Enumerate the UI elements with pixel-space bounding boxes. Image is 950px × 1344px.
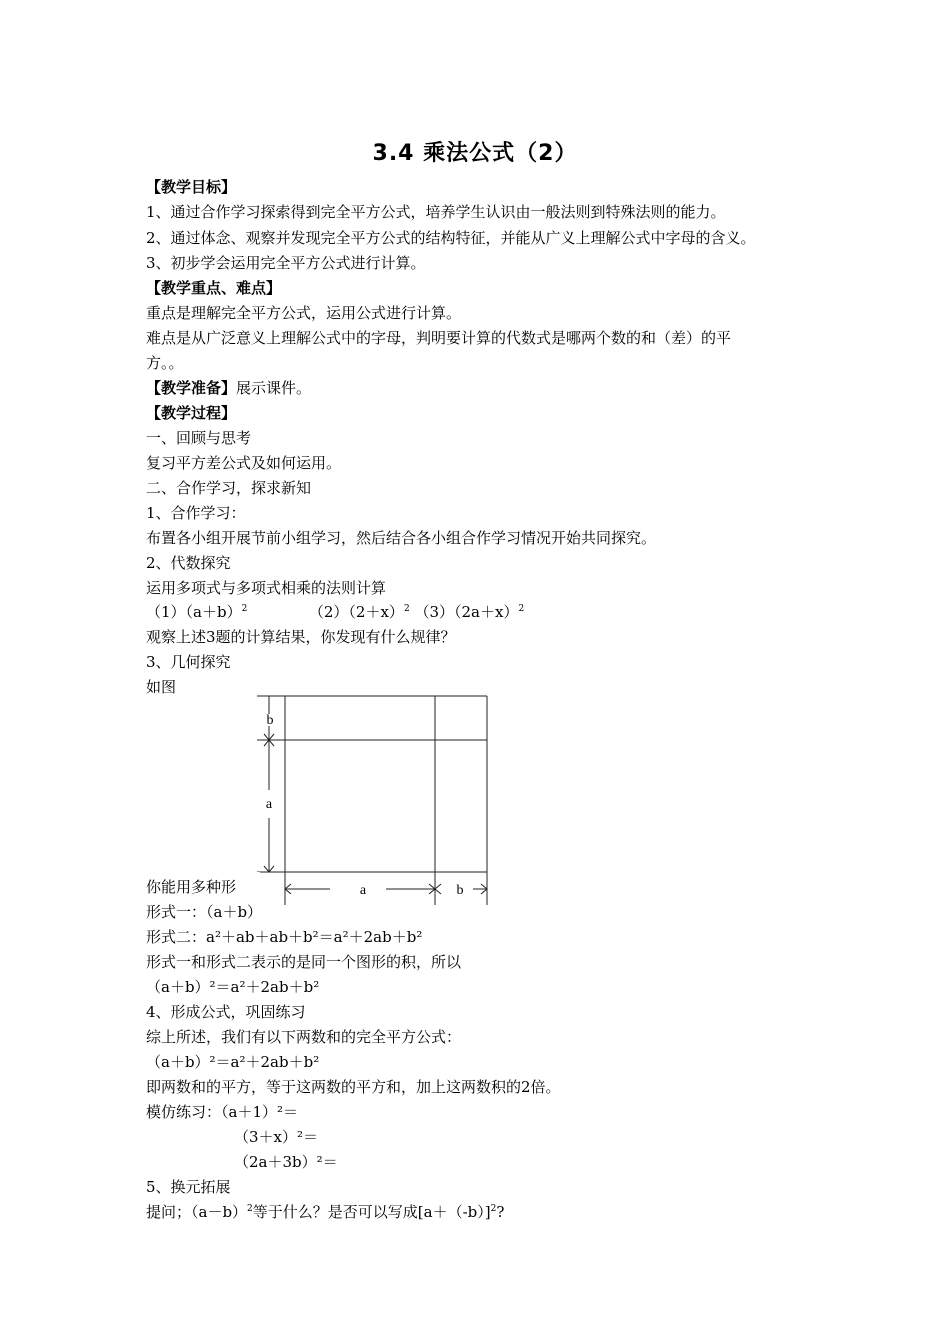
practice-line [146, 1102, 298, 1122]
prep-line [146, 378, 311, 398]
exercise-2: （2）（2＋x） [308, 603, 404, 621]
ask-forms-text: 你能用多种形 [146, 878, 237, 896]
step-1-heading: 一、回顾与思考 [146, 429, 252, 447]
question-line: 提问；$(a-b)^2$等于什么？是否可以写成$[a+(-b)]^2$? [146, 1203, 505, 1221]
step-2-heading: 二、合作学习，探求新知 [146, 479, 312, 497]
prep-heading: 【教学准备】 [146, 379, 237, 397]
form-2-label: 形式二： [146, 928, 207, 946]
practice-3: （2a＋3b）²＝ [234, 1153, 338, 1171]
form-1-value: （a＋b） [206, 903, 263, 921]
practice-2: （3＋x）²＝ [234, 1128, 319, 1146]
sub-2-text: 运用多项式与多项式相乘的法则计算 [146, 579, 387, 597]
goal-1: 1、通过合作学习探索得到完全平方公式，培养学生认识由一般法则到特殊法则的能力。 [146, 203, 726, 221]
question-prefix: 提问；（a－b） [146, 1203, 248, 1221]
form-1-label: 形式一： [146, 903, 207, 921]
process-heading: 【教学过程】 [146, 404, 237, 422]
sub-5-heading: 5、换元拓展 [146, 1178, 231, 1196]
square-diagram [250, 690, 495, 915]
label-b-bottom: b [456, 883, 464, 898]
same-area-text: 形式一和形式二表示的是同一个图形的积，所以 [146, 953, 462, 971]
identity-2: （a＋b）²＝a²＋2ab＋b² [146, 1053, 320, 1071]
difficulty-text-1: 难点是从广泛意义上理解公式中的字母，判明要计算的代数式是哪两个数的和（差）的平 [146, 329, 732, 347]
sub-1-text: 布置各小组开展节前小组学习，然后结合各小组合作学习情况开始共同探究。 [146, 529, 657, 547]
exercise-line: $(1)(a+b)^2$ $(2)(2+x)^2$ $(3)(2a+x)^2$ [146, 603, 525, 621]
form-1-line [146, 902, 262, 922]
practice-label: 模仿练习： [146, 1103, 222, 1121]
exercise-1: （1）（a＋b） [146, 603, 242, 621]
practice-1: （a＋1）²＝ [221, 1103, 299, 1121]
exercise-3: （3）（2a＋x） [414, 603, 519, 621]
keypoints-heading: 【教学重点、难点】 [146, 279, 282, 297]
keypoint-text: 重点是理解完全平方公式，运用公式进行计算。 [146, 304, 462, 322]
sub-3-heading: 3、几何探究 [146, 653, 231, 671]
figure-overlap-mask [246, 872, 260, 898]
label-b-left: b [266, 713, 274, 728]
as-figure-text: 如图 [146, 678, 177, 696]
question-end: ? [496, 1203, 505, 1221]
observe-text: 观察上述3题的计算结果，你发现有什么规律？ [146, 628, 456, 646]
label-a-left: a [265, 797, 273, 812]
goal-3: 3、初步学会运用完全平方公式进行计算。 [146, 254, 426, 272]
step-1-text: 复习平方差公式及如何运用。 [146, 454, 342, 472]
identity-1: （a＋b）²＝a²＋2ab＋b² [146, 978, 320, 996]
form-2-line [146, 927, 422, 947]
summary-text: 综上所述，我们有以下两数和的完全平方公式： [146, 1028, 462, 1046]
goal-2: 2、通过体念、观察并发现完全平方公式的结构特征，并能从广义上理解公式中字母的含义。 [146, 229, 756, 247]
prep-text: 展示课件。 [236, 379, 312, 397]
meaning-text: 即两数和的平方，等于这两数的平方和，加上这两数积的2倍。 [146, 1078, 561, 1096]
sub-4-heading: 4、形成公式，巩固练习 [146, 1003, 306, 1021]
form-2-expression: a²＋ab＋ab＋b²＝a²＋2ab＋b² [206, 928, 423, 946]
sub-1-heading: 1、合作学习： [146, 504, 246, 522]
question-suffix: 等于什么？是否可以写成[a＋（-b）] [252, 1203, 491, 1221]
goals-heading: 【教学目标】 [146, 178, 237, 196]
sub-2-heading: 2、代数探究 [146, 554, 231, 572]
label-a-bottom: a [359, 883, 367, 898]
difficulty-text-2: 方。。 [146, 354, 184, 372]
page-title: 3.4 乘法公式（2） [372, 141, 578, 166]
